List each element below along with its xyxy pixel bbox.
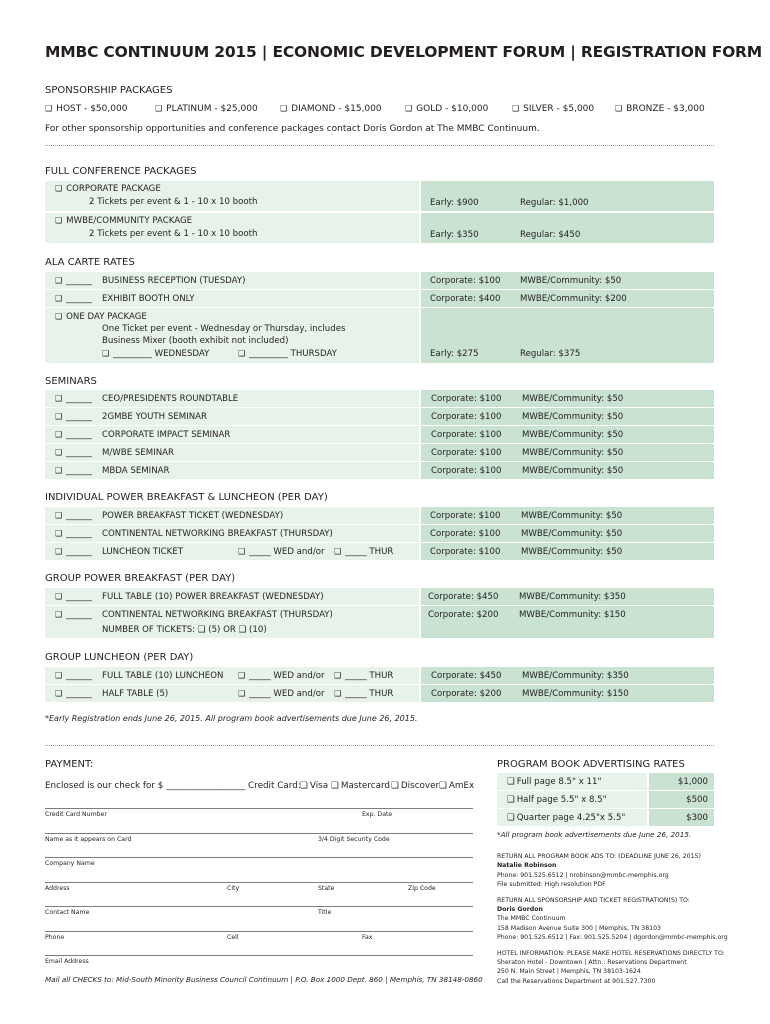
ad-price: $500 (686, 795, 708, 805)
checkbox-icon[interactable]: ❑ (45, 104, 53, 113)
contact-label: Contact Name (45, 909, 90, 916)
seminar-option[interactable]: ❑ ______ (55, 412, 92, 422)
zip-label: Zip Code (408, 885, 436, 892)
sponsor-option-platinum[interactable]: ❑ PLATINUM - $25,000 (155, 104, 258, 114)
checkbox-icon[interactable]: ❑ (615, 104, 623, 113)
price-corporate: Corporate: $100 (431, 448, 502, 458)
price-community: MWBE/Community: $50 (521, 547, 623, 557)
checkbox-icon[interactable]: ❑ (55, 547, 63, 556)
checkbox-icon[interactable]: ❑ (331, 781, 339, 791)
price-corporate: Corporate: $400 (430, 294, 501, 304)
item-name: MBDA SEMINAR (102, 466, 170, 476)
price-corporate: Corporate: $100 (430, 276, 501, 286)
price-corporate: Corporate: $100 (431, 394, 502, 404)
package-detail: 2 Tickets per event & 1 - 10 x 10 booth (89, 229, 258, 239)
group-luncheon-heading: GROUP LUNCHEON (PER DAY) (45, 652, 194, 663)
price-corporate: Corporate: $450 (428, 592, 499, 602)
item-name: M/WBE SEMINAR (102, 448, 174, 458)
price-early: Early: $275 (430, 349, 479, 359)
ad-rate-row (497, 791, 714, 808)
group-breakfast-heading: GROUP POWER BREAKFAST (PER DAY) (45, 573, 236, 584)
price-community: MWBE/Community: $350 (519, 592, 626, 602)
phone-label: Phone (45, 934, 65, 941)
checkbox-icon[interactable]: ❑ (238, 671, 246, 680)
contact-line[interactable] (45, 906, 473, 907)
ads-contact-name: Natalie Robinson (497, 862, 557, 869)
ad-price: $1,000 (677, 777, 708, 787)
credit-card-label: Credit Card: (248, 781, 301, 791)
price-regular: Regular: $375 (520, 349, 581, 359)
ad-rate-row (497, 773, 714, 790)
price-community: MWBE/Community: $50 (522, 394, 624, 404)
security-code-label: 3/4 Digit Security Code (318, 836, 390, 843)
hotel-info-heading: HOTEL INFORMATION: PLEASE MAKE HOTEL RESERVATIONS DIRECTLY TO: (497, 950, 725, 957)
group-luncheon-option[interactable]: ❑ ______ (55, 671, 92, 681)
sponsorship-note: For other sponsorship opportunities and conference packages contact Doris Gordon at The MMBC Continuum. (45, 124, 540, 134)
item-name: POWER BREAKFAST TICKET (WEDNESDAY) (102, 511, 284, 521)
hotel-address: 250 N. Main Street | Memphis, TN 38103-1624 (497, 968, 641, 975)
one-day-package-row (45, 308, 714, 363)
early-registration-note: *Early Registration ends June 26, 2015. All program book advertisements due June 26, 2015. (45, 714, 418, 723)
ad-full-page-option[interactable]: ❑ Full page 8.5" x 11" (507, 777, 602, 787)
seminar-row (45, 390, 714, 407)
item-name: CEO/PRESIDENTS ROUNDTABLE (102, 394, 239, 404)
group-luncheon-wed-option[interactable]: ❑ _____ WED and/or (238, 671, 325, 681)
checkbox-icon[interactable]: ❑ (507, 813, 515, 823)
checkbox-icon[interactable]: ❑ (55, 184, 63, 193)
hotel-name: Sheraton Hotel - Downtown | Attn.: Reservations Department (497, 959, 687, 966)
package-mwbe-option[interactable]: ❑ MWBE/COMMUNITY PACKAGE (55, 216, 193, 226)
company-line[interactable] (45, 857, 473, 858)
checkbox-icon[interactable]: ❑ (55, 610, 63, 619)
divider (45, 145, 714, 146)
page-title: MMBC CONTINUUM 2015 | ECONOMIC DEVELOPMENT FORUM | REGISTRATION FORM (45, 43, 763, 61)
sponsor-option-host[interactable]: ❑ HOST - $50,000 (45, 104, 128, 114)
advertising-heading: PROGRAM BOOK ADVERTISING RATES (497, 759, 685, 770)
item-name: CONTINENTAL NETWORKING BREAKFAST (THURSDAY) (102, 610, 333, 620)
item-name: LUNCHEON TICKET (102, 547, 183, 557)
registration-contact-address: 158 Madison Avenue Suite 300 | Memphis, TN 38103 (497, 925, 661, 932)
item-name: CORPORATE IMPACT SEMINAR (102, 430, 231, 440)
check-amount-field[interactable]: Enclosed is our check for $ __________________ (45, 781, 246, 791)
seminar-row (45, 426, 714, 443)
group-breakfast-row (45, 588, 714, 605)
ad-rate-row (497, 809, 714, 826)
card-discover-option[interactable]: ❑ Discover (391, 781, 440, 791)
seminar-option[interactable]: ❑ ______ (55, 466, 92, 476)
item-name: 2GMBE YOUTH SEMINAR (102, 412, 207, 422)
ala-carte-heading: ALA CARTE RATES (45, 257, 135, 268)
ticket-count-options[interactable]: NUMBER OF TICKETS: ❑ (5) OR ❑ (10) (102, 625, 267, 635)
ads-file-format: File submitted: High resolution PDF (497, 881, 606, 888)
registration-contact-name: Doris Gordon (497, 906, 543, 913)
price-community: MWBE/Community: $350 (522, 671, 629, 681)
ad-half-page-option[interactable]: ❑ Half page 5.5" x 8.5" (507, 795, 607, 805)
one-day-thursday-option[interactable]: ❑ _________ THURSDAY (238, 349, 337, 359)
checkbox-icon[interactable]: ❑ (439, 781, 447, 791)
checkbox-icon[interactable]: ❑ (55, 430, 63, 439)
price-regular: Regular: $450 (520, 230, 581, 240)
name-on-card-line[interactable] (45, 833, 473, 834)
ala-carte-reception-option[interactable]: ❑ ______ (55, 276, 92, 286)
package-detail: Business Mixer (booth exhibit not included) (102, 336, 289, 346)
checkbox-icon[interactable]: ❑ (238, 689, 246, 698)
breakfast-option[interactable]: ❑ ______ (55, 529, 92, 539)
ad-price: $300 (686, 813, 708, 823)
seminar-row (45, 462, 714, 479)
item-name: HALF TABLE (5) (102, 689, 169, 699)
item-name: BUSINESS RECEPTION (TUESDAY) (102, 276, 246, 286)
card-mastercard-option[interactable]: ❑ Mastercard (331, 781, 391, 791)
ad-due-note: *All program book advertisements due June 26, 2015. (497, 830, 692, 839)
price-corporate: Corporate: $100 (431, 412, 502, 422)
group-breakfast-option[interactable]: ❑ ______ (55, 610, 92, 620)
seminar-option[interactable]: ❑ ______ (55, 430, 92, 440)
package-row-mwbe (45, 213, 714, 243)
seminars-heading: SEMINARS (45, 376, 97, 387)
checkbox-icon[interactable]: ❑ (102, 349, 110, 358)
group-luncheon-thu-option[interactable]: ❑ _____ THUR (334, 671, 394, 681)
ala-carte-row (45, 272, 714, 289)
ala-carte-row (45, 290, 714, 307)
sponsor-option-diamond[interactable]: ❑ DIAMOND - $15,000 (280, 104, 382, 114)
checkbox-icon[interactable]: ❑ (55, 312, 63, 321)
price-community: MWBE/Community: $50 (521, 511, 623, 521)
checkbox-icon[interactable]: ❑ (280, 104, 288, 113)
price-community: MWBE/Community: $50 (522, 430, 624, 440)
item-name: EXHIBIT BOOTH ONLY (102, 294, 195, 304)
return-ads-heading: RETURN ALL PROGRAM BOOK ADS TO: (DEADLINE JUNE 26, 2015) (497, 853, 701, 860)
package-row-corporate (45, 181, 714, 211)
breakfast-row (45, 525, 714, 542)
group-breakfast-row (45, 606, 714, 638)
group-luncheon-thu-option[interactable]: ❑ _____ THUR (334, 689, 394, 699)
card-number-label: Credit Card Number (45, 811, 107, 818)
checkbox-icon[interactable]: ❑ (507, 777, 515, 787)
package-detail: One Ticket per event - Wednesday or Thursday, includes (102, 324, 346, 334)
one-day-package-option[interactable]: ❑ ONE DAY PACKAGE (55, 312, 147, 322)
checkbox-icon[interactable]: ❑ (391, 781, 399, 791)
price-corporate: Corporate: $100 (430, 547, 501, 557)
price-community: MWBE/Community: $50 (522, 448, 624, 458)
ala-carte-booth-option[interactable]: ❑ ______ (55, 294, 92, 304)
payment-heading: PAYMENT: (45, 759, 94, 770)
checkbox-icon[interactable]: ❑ (334, 671, 342, 680)
name-on-card-label: Name as it appears on Card (45, 836, 132, 843)
cell-label: Cell (227, 934, 239, 941)
seminar-option[interactable]: ❑ ______ (55, 448, 92, 458)
checkbox-icon[interactable]: ❑ (55, 216, 63, 225)
sponsor-option-bronze[interactable]: ❑ BRONZE - $3,000 (615, 104, 705, 114)
individual-breakfast-heading: INDIVIDUAL POWER BREAKFAST & LUNCHEON (PER DAY) (45, 492, 328, 503)
checkbox-icon[interactable]: ❑ (507, 795, 515, 805)
city-label: City (227, 885, 240, 892)
checkbox-icon[interactable]: ❑ (238, 349, 246, 358)
price-early: Early: $350 (430, 230, 479, 240)
card-number-line[interactable] (45, 808, 473, 809)
checkbox-icon[interactable]: ❑ (512, 104, 520, 113)
return-registration-heading: RETURN ALL SPONSORSHIP AND TICKET REGISTRATION(S) TO: (497, 897, 690, 904)
price-corporate: Corporate: $100 (430, 511, 501, 521)
state-label: State (318, 885, 335, 892)
exp-date-label: Exp. Date (362, 811, 393, 818)
sponsor-option-silver[interactable]: ❑ SILVER - $5,000 (512, 104, 595, 114)
checkbox-icon[interactable]: ❑ (55, 671, 63, 680)
address-label: Address (45, 885, 70, 892)
checkbox-icon[interactable]: ❑ (55, 592, 63, 601)
seminar-option[interactable]: ❑ ______ (55, 394, 92, 404)
price-corporate: Corporate: $100 (431, 466, 502, 476)
checkbox-icon[interactable]: ❑ (55, 294, 63, 303)
price-corporate: Corporate: $450 (431, 671, 502, 681)
item-name: FULL TABLE (10) LUNCHEON (102, 671, 224, 681)
email-line[interactable] (45, 955, 473, 956)
checkbox-icon[interactable]: ❑ (300, 781, 308, 791)
checkbox-icon[interactable]: ❑ (55, 394, 63, 403)
price-community: MWBE/Community: $50 (520, 276, 622, 286)
fax-label: Fax (362, 934, 373, 941)
price-corporate: Corporate: $100 (430, 529, 501, 539)
phone-line[interactable] (45, 931, 473, 932)
luncheon-thu-option[interactable]: ❑ _____ THUR (334, 547, 394, 557)
price-community: MWBE/Community: $150 (522, 689, 629, 699)
ads-contact-phone: Phone: 901.525.6512 | nrobinson@mmbc-memphis.org (497, 872, 669, 879)
address-line[interactable] (45, 882, 473, 883)
seminar-row (45, 444, 714, 461)
package-corporate-option[interactable]: ❑ CORPORATE PACKAGE (55, 184, 161, 194)
sponsorship-heading: SPONSORSHIP PACKAGES (45, 85, 173, 96)
one-day-wednesday-option[interactable]: ❑ _________ WEDNESDAY (102, 349, 210, 359)
checkbox-icon[interactable]: ❑ (238, 547, 246, 556)
package-detail: 2 Tickets per event & 1 - 10 x 10 booth (89, 197, 258, 207)
seminar-row (45, 408, 714, 425)
registration-contact-phone: Phone: 901.525.6512 | Fax: 901.525.5204 | dgordon@mmbc-memphis.org (497, 934, 728, 941)
mail-checks-note: Mail all CHECKS to: Mid-South Minority Business Council Continuum | P.O. Box 1000 Dept. 860 | Memphis, TN 38148-0860 (45, 975, 483, 984)
item-name: FULL TABLE (10) POWER BREAKFAST (WEDNESDAY) (102, 592, 324, 602)
checkbox-icon[interactable]: ❑ (55, 466, 63, 475)
checkbox-icon[interactable]: ❑ (55, 276, 63, 285)
sponsor-option-gold[interactable]: ❑ GOLD - $10,000 (405, 104, 489, 114)
breakfast-row (45, 507, 714, 524)
price-community: MWBE/Community: $50 (522, 466, 624, 476)
checkbox-icon[interactable]: ❑ (55, 689, 63, 698)
hotel-phone: Call the Reservations Department at 901.527.7300 (497, 978, 656, 985)
price-community: MWBE/Community: $50 (522, 412, 624, 422)
luncheon-row (45, 543, 714, 560)
divider (45, 745, 714, 746)
group-luncheon-option[interactable]: ❑ ______ (55, 689, 92, 699)
luncheon-wed-option[interactable]: ❑ _____ WED and/or (238, 547, 325, 557)
registration-contact-org: The MMBC Continuum (497, 915, 566, 922)
group-luncheon-row (45, 685, 714, 702)
card-visa-option[interactable]: ❑ Visa (300, 781, 329, 791)
checkbox-icon[interactable]: ❑ (334, 547, 342, 556)
title-label: Title (318, 909, 332, 916)
group-luncheon-wed-option[interactable]: ❑ _____ WED and/or (238, 689, 325, 699)
checkbox-icon[interactable]: ❑ (334, 689, 342, 698)
price-regular: Regular: $1,000 (520, 198, 589, 208)
company-label: Company Name (45, 860, 95, 867)
full-conference-heading: FULL CONFERENCE PACKAGES (45, 166, 197, 177)
checkbox-icon[interactable]: ❑ (155, 104, 163, 113)
group-breakfast-option[interactable]: ❑ ______ (55, 592, 92, 602)
checkbox-icon[interactable]: ❑ (55, 511, 63, 520)
checkbox-icon[interactable]: ❑ (55, 529, 63, 538)
price-corporate: Corporate: $200 (428, 610, 499, 620)
email-label: Email Address (45, 958, 89, 965)
card-amex-option[interactable]: ❑ AmEx (439, 781, 475, 791)
price-early: Early: $900 (430, 198, 479, 208)
breakfast-option[interactable]: ❑ ______ (55, 511, 92, 521)
checkbox-icon[interactable]: ❑ (55, 448, 63, 457)
ad-quarter-page-option[interactable]: ❑ Quarter page 4.25"x 5.5" (507, 813, 626, 823)
group-luncheon-row (45, 667, 714, 684)
price-community: MWBE/Community: $200 (520, 294, 627, 304)
luncheon-option[interactable]: ❑ ______ (55, 547, 92, 557)
price-corporate: Corporate: $200 (431, 689, 502, 699)
price-corporate: Corporate: $100 (431, 430, 502, 440)
price-community: MWBE/Community: $150 (519, 610, 626, 620)
price-community: MWBE/Community: $50 (521, 529, 623, 539)
checkbox-icon[interactable]: ❑ (405, 104, 413, 113)
item-name: CONTINENTAL NETWORKING BREAKFAST (THURSDAY) (102, 529, 333, 539)
checkbox-icon[interactable]: ❑ (55, 412, 63, 421)
